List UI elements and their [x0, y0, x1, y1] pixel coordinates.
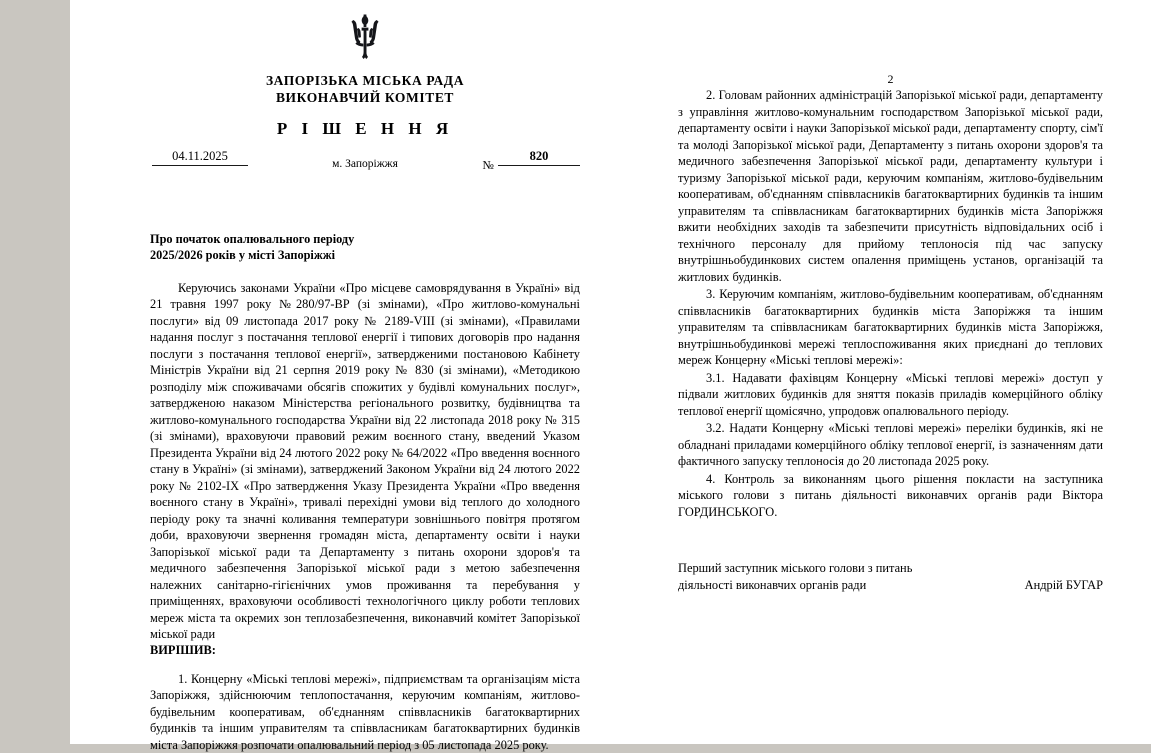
- document-date: 04.11.2025: [152, 149, 248, 166]
- organization-line-1: ЗАПОРІЗЬКА МІСЬКА РАДА: [265, 73, 465, 88]
- document-subject: Про початок опалювального періоду 2025/2026 років у місті Запоріжжі: [150, 231, 355, 263]
- signatory-name: Андрій БУГАР: [1024, 578, 1103, 593]
- document-meta: [150, 149, 580, 175]
- page-number: 2: [887, 72, 894, 86]
- ukraine-trident-emblem-icon: [150, 0, 580, 65]
- organization-name: [150, 73, 580, 107]
- clause-4: 4. Контроль за виконанням цього рішення покласти на заступника міського голови з питань діяльності виконавчих органів ради Віктора ГОРДИНСЬКОГО.: [678, 471, 1103, 519]
- document-page: [70, 0, 1151, 752]
- document-column-left: [150, 0, 580, 753]
- document-number: 820: [498, 149, 580, 166]
- document-columns: [70, 0, 1151, 752]
- clause-3-2: 3.2. Надати Концерну «Міські теплові мережі» переліки будинків, які не обладнані приладами комерційного обліку теплової енергії, із зазначенням дати фактичного запуску теплоносія до 20 листопада 2025 року.: [678, 421, 1103, 468]
- preamble-paragraph: Керуючись законами України «Про місцеве самоврядування в Україні» від 21 травня 1997 року №280/97-ВР (зі змінами), «Про житлово-комунальні послуги» від 09 листопада 2017 року № 2189-VIII (зі змінами), «Правилами надання послуг з постачання теплової енергії і типових договорів про надання послуги з постачання теплової енергії», затвердженими постановою Кабінету Міністрів України від 21 серпня 2019 року № 830 (зі змінами), «Методикою розподілу між споживачами обсягів спожитих у будівлі комунальних послуг», затвердженою наказом Міністерства регіонального розвитку, будівництва та житлово-комунального господарства України від 22 листопада 2018 року № 315 (зі змінами), враховуючи правовий режим воєнного стану, введений Указом Президента України від 24 лютого 2022 року № 64/2022 «Про введення воєнного стану в Україні» (зі змінами), затверджений Законом України від 24 лютого 2022 року № 2102-IX «Про затвердження Указу Президента України «Про введення воєнного стану в Україні», тривалі перехідні умови від теплого до холодного періоду року та значні коливання температури зовнішнього повітря протягом доби, враховуючи звернення громадян міста, департаменту освіти і науки Запорізької міської ради та Департаменту з питань охорони здоров'я та медичного забезпечення Запорізької міської ради з метою забезпечення належних санітарно-гігієнічних умов проживання та перебування у приміщеннях, враховуючи особливості технологічного циклу роботи теплових мереж міста та окремих зон теплозабезпечення, виконавчий комітет Запорізької міської ради: [150, 280, 580, 642]
- clause-2: 2. Головам районних адміністрацій Запорізької міської ради, департаменту з управління житлово-комунальним господарством Запорізької міської ради, департаменту освіти і науки Запорізької міської ради, департаменту спорту, сім'ї та молоді Запорізької міської ради, Департаменту з питань охорони здоров'я та медичного забезпечення Запорізької міської ради, департаменту культури і туризму Запорізької міської ради, керуючим компаніям, житлово-будівельним кооперативам, об'єднанням співвласників багатоквартирних будинків та іншим управителям та співвласникам багатоквартирних будинків міста Запоріжжя вжити необхідних заходів та забезпечити присутність відповідальних осіб і технічного персоналу для прийому теплоносія під час запуску внутрішньобудинкових систем опалення приміщень установ, організацій та житлових будинків.: [678, 88, 1103, 284]
- document-type-title: Р І Ш Е Н Н Я: [276, 118, 454, 138]
- organization-line-2: ВИКОНАВЧИЙ КОМІТЕТ: [275, 89, 455, 105]
- document-column-right: [678, 0, 1103, 595]
- clause-1: 1. Концерну «Міські теплові мережі», підприємствам та організаціям міста Запоріжжя, здійснюючим теплопостачання, керуючим компаніям, житлово-будівельним кооперативам, об'єднанням співвласників багатоквартирних будинків та іншим управителям та співвласникам багатоквартирних будинків міста Запоріжжя розпочати опалювальний період з 05 листопада 2025 року.: [150, 671, 580, 752]
- signatory-title: Перший заступник міського голови з питань діяльності виконавчих органів ради: [678, 561, 913, 593]
- clause-3-1: 3.1. Надавати фахівцям Концерну «Міські теплові мережі» доступ у підвали житлових будинків для зняття показів приладів комерційного обліку теплової енергії щомісячно, упродовж опалювального періоду.: [678, 370, 1103, 418]
- signature-block: [678, 560, 1103, 595]
- document-number-label: №: [482, 157, 494, 172]
- resolve-keyword: ВИРІШИВ:: [150, 642, 216, 657]
- document-city: м. Запоріжжя: [332, 157, 398, 170]
- clause-3: 3. Керуючим компаніям, житлово-будівельним кооперативам, об'єднанням співвласників багатоквартирних будинків міста Запоріжжя та іншим управителям та співвласникам багатоквартирних будинків міста Запоріжжя, внутрішньобудинкові мережі теплоспоживання яких приєднані до теплових мереж Концерну «Міські теплові мережі»:: [678, 287, 1103, 367]
